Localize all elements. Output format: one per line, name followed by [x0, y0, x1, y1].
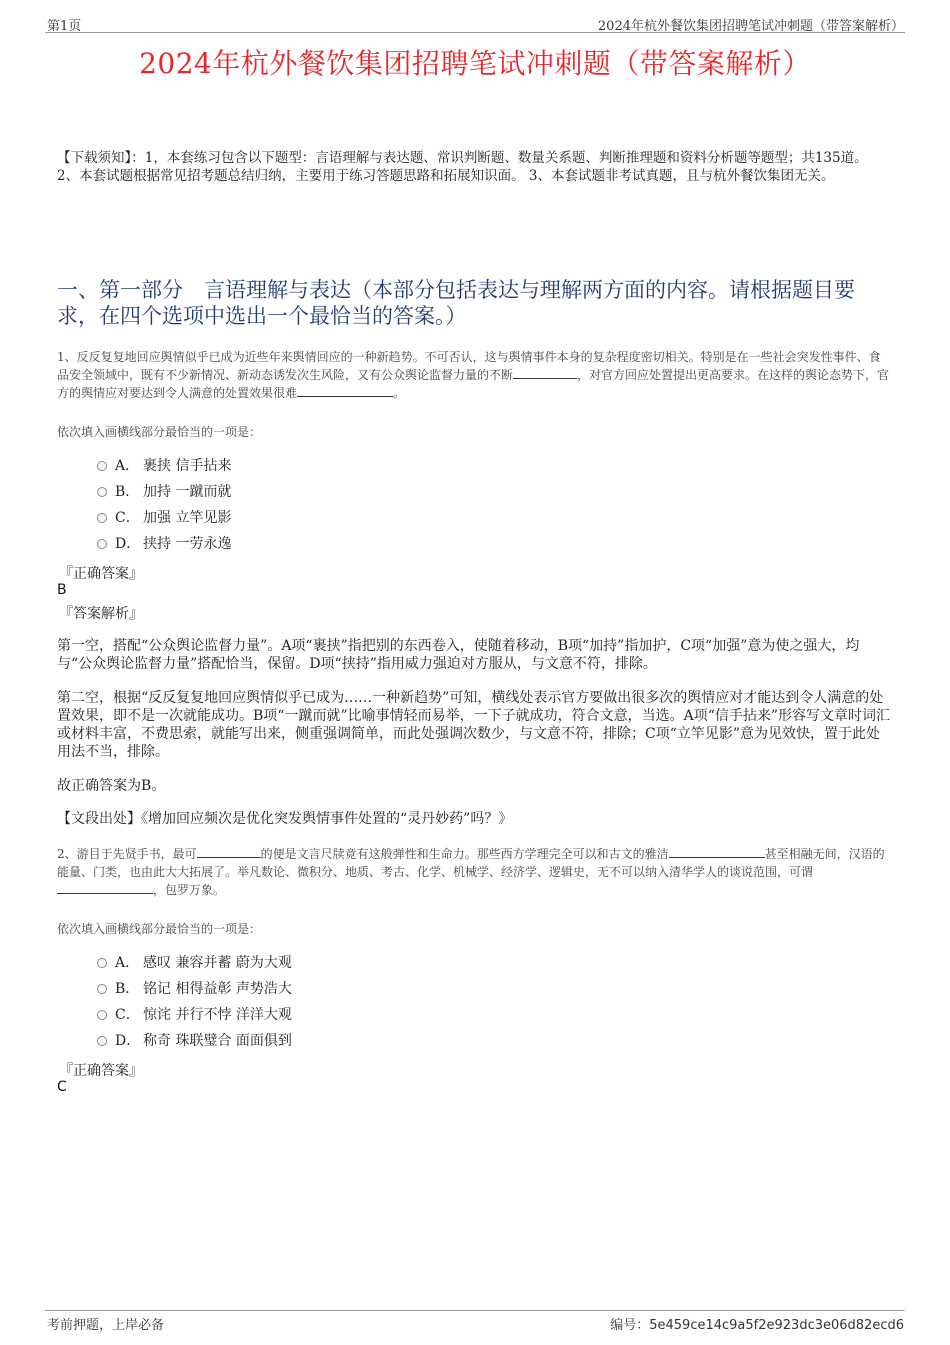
analysis-paragraph-2: 第二空，根据“反反复复地回应舆情似乎已成为……一种新趋势”可知，横线处表示官方要做出很多次的舆情应对才能达到令人满意的处置效果，即不是一次就能成功。B项“一蹴而就”比喻事情轻而易举，一下子就成功，符合文意，当选。A项“信手拈来”形容写文章时词汇或材料丰富，不费思索，就能写出来，侧重强调简单，而此处强调次数少，与文意不符，排除；C项“立竿见影”意为见效快，置于此处用法不当，排除。: [57, 690, 891, 760]
passage-source: 【文段出处】《增加回应频次是优化突发舆情事件处置的“灵丹妙药”吗？》: [57, 811, 513, 827]
analysis-conclusion: 故正确答案为B。: [57, 778, 166, 794]
question-2-stem: [57, 845, 892, 899]
document-code: [610, 1314, 904, 1333]
question-2-stem-part-d: ，包罗万象。: [153, 883, 226, 897]
option-text: 加持 一蹴而就: [143, 484, 232, 500]
footer-slogan: 考前押题，上岸必备: [47, 1318, 165, 1333]
radio-button-icon[interactable]: [97, 461, 107, 471]
option-text: 裹挟 信手拈来: [143, 458, 232, 474]
correct-answer-label: 『正确答案』: [59, 1063, 143, 1079]
option-letter: B．: [115, 484, 140, 500]
radio-button-icon[interactable]: [97, 1010, 107, 1020]
radio-button-icon[interactable]: [97, 487, 107, 497]
question-1-option-a[interactable]: [97, 456, 231, 476]
question-1-stem-part-a: 1、反反复复地回应舆情似乎已成为近些年来舆情回应的一种新趋势。不可否认，这与舆情事件本身的复杂程度密切相关。特别是在一些社会突发性事件、食品安全领域中，既有不少新情况、新动态诱发次生风险，又有公众舆论监督力量的不断: [57, 350, 881, 382]
correct-answer-label: 『正确答案』: [59, 566, 143, 582]
option-text: 加强 立竿见影: [143, 510, 232, 526]
option-text: 挟持 一劳永逸: [143, 536, 232, 552]
document-code-label: 编号：: [610, 1318, 650, 1333]
page-number: 第1页: [47, 19, 82, 34]
answer-blank: [57, 881, 153, 894]
option-letter: A．: [115, 955, 140, 971]
download-notice: 【下载须知】：1，本套练习包含以下题型：言语理解与表达题、常识判断题、数量关系题、判断推理题和资料分析题等题型；共135道。 2、本套试题根据常见招考题总结归纳，主要用于练习答题思路和拓展知识面。 3、本套试题非考试真题，且与杭外餐饮集团无关。: [57, 150, 868, 184]
page-title: 2024年杭外餐饮集团招聘笔试冲刺题（带答案解析）: [139, 47, 811, 80]
option-letter: C．: [115, 1007, 140, 1023]
radio-button-icon[interactable]: [97, 958, 107, 968]
analysis-paragraph-1: 第一空，搭配“公众舆论监督力量”。A项“裹挟”指把别的东西卷入，使随着移动，B项“加持”指加护，C项“加强”意为使之强大，均与“公众舆论监督力量”搭配恰当，保留。D项“挟持”指用威力强迫对方服从，与文意不符，排除。: [57, 638, 860, 672]
radio-button-icon[interactable]: [97, 984, 107, 994]
question-1-option-b[interactable]: [97, 482, 231, 502]
option-letter: B．: [115, 981, 140, 997]
question-1-stem: [57, 348, 892, 402]
answer-blank: [197, 845, 261, 858]
option-letter: C．: [115, 510, 140, 526]
header-doc-title: 2024年杭外餐饮集团招聘笔试冲刺题（带答案解析）: [597, 19, 904, 34]
answer-blank: [669, 845, 765, 858]
option-letter: D．: [115, 536, 141, 552]
section-heading: 一、第一部分 言语理解与表达（本部分包括表达与理解两方面的内容。请根据题目要求，在四个选项中选出一个最恰当的答案。）: [57, 278, 855, 328]
header-divider: [45, 32, 905, 33]
option-text: 铭记 相得益彰 声势浩大: [143, 981, 292, 997]
question-2-option-c[interactable]: [97, 1005, 292, 1025]
correct-answer: B: [57, 582, 67, 598]
radio-button-icon[interactable]: [97, 513, 107, 523]
question-2-option-d[interactable]: [97, 1031, 292, 1051]
question-2-stem-part-a: 2、游目于先贤手书，最可: [57, 847, 197, 861]
question-1-stem-part-c: 。: [393, 386, 406, 400]
question-2-prompt: 依次填入画横线部分最恰当的一项是：: [57, 922, 262, 936]
question-2-stem-part-c: 甚至相融无间，汉语的能量、门类，也由此大大拓展了。举凡数论、微积分、地质、考古、化学、机械学、经济学、逻辑史，无不可以纳入清华学人的谈说范围，可谓: [57, 847, 885, 879]
question-1-stem-part-b: ，对官方回应处置提出更高要求。在这样的舆论态势下，官方的舆情应对要达到令人满意的处置效果很难: [57, 368, 890, 400]
option-text: 称奇 珠联璧合 面面俱到: [143, 1033, 292, 1049]
document-code-value: 5e459ce14c9a5f2e923dc3e06d82ecd6: [649, 1318, 904, 1333]
radio-button-icon[interactable]: [97, 539, 107, 549]
analysis-label: 『答案解析』: [59, 606, 143, 622]
answer-blank: [297, 384, 393, 397]
answer-blank: [513, 366, 577, 379]
correct-answer: C: [57, 1079, 67, 1095]
option-text: 惊诧 并行不悖 洋洋大观: [143, 1007, 292, 1023]
question-2-option-b[interactable]: [97, 979, 292, 999]
option-letter: D．: [115, 1033, 141, 1049]
question-2-option-a[interactable]: [97, 953, 292, 973]
question-2-stem-part-b: 的便是文言尺牍竟有这般弹性和生命力。那些西方学理完全可以和古文的雅洁: [260, 847, 669, 861]
question-1-option-c[interactable]: [97, 508, 231, 528]
question-1-option-d[interactable]: [97, 534, 231, 554]
radio-button-icon[interactable]: [97, 1036, 107, 1046]
question-1-prompt: 依次填入画横线部分最恰当的一项是：: [57, 425, 262, 439]
option-text: 感叹 兼容并蓄 蔚为大观: [143, 955, 292, 971]
footer-divider: [45, 1310, 905, 1311]
option-letter: A．: [115, 458, 140, 474]
